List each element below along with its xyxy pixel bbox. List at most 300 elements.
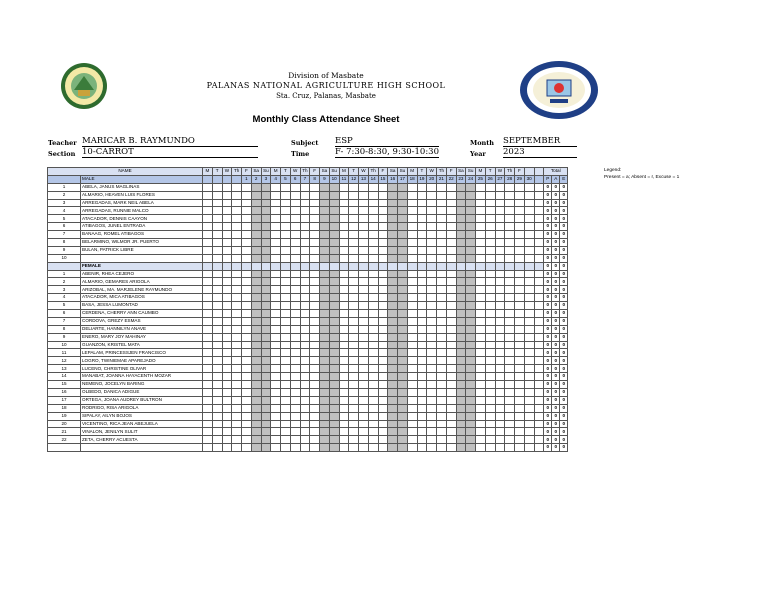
attendance-cell [310,444,320,452]
attendance-cell [261,270,271,278]
attendance-cell [505,396,515,404]
attendance-cell [261,207,271,215]
attendance-cell [398,412,408,420]
attendance-cell [329,262,339,270]
attendance-cell [281,349,291,357]
attendance-cell [290,254,300,262]
attendance-cell [378,199,388,207]
attendance-cell [339,444,349,452]
school-seal-logo [519,60,599,120]
attendance-cell [329,191,339,199]
total-count: 0 [552,388,560,396]
attendance-cell [203,412,213,420]
attendance-cell [398,357,408,365]
attendance-cell [300,207,310,215]
attendance-cell [485,191,495,199]
attendance-cell [271,207,281,215]
attendance-cell [320,420,330,428]
attendance-cell [339,420,349,428]
attendance-cell [271,373,281,381]
attendance-cell [398,215,408,223]
attendance-cell [212,365,222,373]
total-count: 0 [560,278,568,286]
total-count: 0 [560,270,568,278]
attendance-cell [446,294,456,302]
attendance-cell [417,191,427,199]
date-header: 3 [261,175,271,183]
total-count: 0 [552,381,560,389]
attendance-cell [359,436,369,444]
attendance-cell [251,412,261,420]
attendance-cell [212,381,222,389]
attendance-cell [222,183,232,191]
attendance-cell [407,317,417,325]
total-count: 0 [552,317,560,325]
attendance-cell [534,302,544,310]
total-count: 0 [552,341,560,349]
attendance-cell [300,333,310,341]
table-row [48,223,568,231]
attendance-cell [466,436,476,444]
attendance-cell [437,365,447,373]
attendance-cell [398,254,408,262]
attendance-cell [242,365,252,373]
attendance-cell [476,231,486,239]
attendance-cell [417,325,427,333]
total-count: 0 [544,381,552,389]
attendance-cell [300,349,310,357]
attendance-cell [290,239,300,247]
attendance-cell [359,183,369,191]
attendance-cell [378,412,388,420]
attendance-cell [232,246,242,254]
attendance-cell [281,239,291,247]
attendance-cell [437,333,447,341]
attendance-cell [281,420,291,428]
total-count: 0 [560,239,568,247]
attendance-cell [437,404,447,412]
attendance-cell [320,231,330,239]
attendance-cell [339,286,349,294]
row-number: 11 [48,349,81,357]
attendance-cell [222,310,232,318]
attendance-cell [281,262,291,270]
attendance-cell [505,223,515,231]
attendance-cell [310,325,320,333]
table-row [48,231,568,239]
attendance-cell [203,207,213,215]
attendance-cell [368,428,378,436]
attendance-cell [281,286,291,294]
date-header: 8 [310,175,320,183]
date-header: 12 [349,175,359,183]
attendance-cell [378,404,388,412]
attendance-cell [281,231,291,239]
attendance-cell [271,357,281,365]
attendance-cell [251,396,261,404]
day-header: Su [466,168,476,176]
attendance-cell [261,420,271,428]
attendance-cell [300,294,310,302]
attendance-cell [407,183,417,191]
total-count: 0 [544,223,552,231]
attendance-cell [222,325,232,333]
attendance-cell [203,231,213,239]
attendance-cell [378,270,388,278]
attendance-cell [437,278,447,286]
attendance-cell [378,239,388,247]
attendance-cell [378,246,388,254]
table-row [48,191,568,199]
date-header: 1 [242,175,252,183]
attendance-cell [232,325,242,333]
attendance-cell [261,231,271,239]
attendance-cell [329,404,339,412]
total-count: 0 [544,239,552,247]
attendance-cell [437,270,447,278]
attendance-cell [359,444,369,452]
attendance-cell [203,420,213,428]
attendance-cell [281,341,291,349]
attendance-cell [261,294,271,302]
day-header: M [271,168,281,176]
attendance-cell [242,199,252,207]
row-number: 8 [48,239,81,247]
attendance-cell [524,436,534,444]
attendance-cell [359,199,369,207]
attendance-cell [417,183,427,191]
date-header: 19 [417,175,427,183]
row-number: 9 [48,333,81,341]
attendance-cell [398,239,408,247]
table-row [48,365,568,373]
attendance-cell [398,310,408,318]
row-number: 19 [48,412,81,420]
attendance-cell [456,246,466,254]
attendance-cell [203,183,213,191]
total-count: 0 [560,286,568,294]
day-header: M [339,168,349,176]
attendance-cell [388,310,398,318]
attendance-cell [359,420,369,428]
total-count: 0 [560,404,568,412]
attendance-cell [437,428,447,436]
date-header: 26 [485,175,495,183]
attendance-cell [456,286,466,294]
row-number: 3 [48,286,81,294]
student-name: ORTEGA, JOANA AUDREY BULTRON [81,396,203,404]
attendance-cell [271,428,281,436]
attendance-cell [534,404,544,412]
attendance-cell [398,436,408,444]
total-count: 0 [552,325,560,333]
attendance-cell [456,349,466,357]
attendance-cell [349,215,359,223]
attendance-cell [378,310,388,318]
attendance-cell [212,349,222,357]
attendance-cell [232,199,242,207]
attendance-cell [466,396,476,404]
attendance-cell [271,223,281,231]
attendance-cell [476,199,486,207]
attendance-cell [339,349,349,357]
attendance-cell [427,349,437,357]
attendance-cell [476,317,486,325]
attendance-cell [515,444,525,452]
attendance-cell [505,349,515,357]
teacher-value: MARICAR B. RAYMUNDO [82,136,258,147]
total-count: 0 [560,428,568,436]
attendance-cell [368,357,378,365]
attendance-cell [485,341,495,349]
attendance-cell [281,207,291,215]
attendance-cell [398,373,408,381]
attendance-cell [203,286,213,294]
attendance-cell [349,428,359,436]
attendance-cell [320,349,330,357]
attendance-cell [271,286,281,294]
attendance-cell [300,223,310,231]
attendance-cell [378,223,388,231]
attendance-cell [368,286,378,294]
attendance-cell [261,412,271,420]
attendance-cell [368,317,378,325]
attendance-cell [378,357,388,365]
attendance-cell [505,365,515,373]
attendance-cell [290,231,300,239]
attendance-cell [320,183,330,191]
attendance-cell [339,325,349,333]
attendance-cell [329,207,339,215]
date-header: 15 [378,175,388,183]
attendance-cell [534,262,544,270]
student-name: ALMARIO, HEAVEN LUIS FLORES [81,191,203,199]
attendance-cell [329,381,339,389]
total-count: 0 [544,333,552,341]
attendance-cell [534,317,544,325]
attendance-cell [339,207,349,215]
attendance-cell [251,278,261,286]
attendance-cell [329,325,339,333]
attendance-cell [300,436,310,444]
attendance-cell [261,373,271,381]
attendance-cell [290,294,300,302]
attendance-cell [427,262,437,270]
attendance-cell [271,294,281,302]
attendance-cell [271,341,281,349]
attendance-cell [456,373,466,381]
attendance-cell [329,341,339,349]
attendance-cell [427,420,437,428]
attendance-cell [466,302,476,310]
attendance-cell [368,223,378,231]
attendance-cell [232,231,242,239]
attendance-cell [515,396,525,404]
attendance-cell [534,365,544,373]
attendance-cell [349,381,359,389]
attendance-cell [242,444,252,452]
attendance-cell [437,231,447,239]
attendance-cell [203,381,213,389]
attendance-cell [329,420,339,428]
attendance-cell [378,325,388,333]
attendance-cell [290,388,300,396]
attendance-cell [437,396,447,404]
attendance-cell [378,302,388,310]
attendance-cell [281,404,291,412]
attendance-cell [476,286,486,294]
attendance-cell [320,341,330,349]
attendance-cell [242,191,252,199]
attendance-cell [242,286,252,294]
attendance-cell [466,357,476,365]
attendance-cell [456,278,466,286]
attendance-cell [212,420,222,428]
attendance-cell [524,191,534,199]
attendance-cell [534,412,544,420]
attendance-cell [261,317,271,325]
attendance-cell [485,302,495,310]
total-count: 0 [544,270,552,278]
attendance-cell [271,325,281,333]
attendance-cell [300,365,310,373]
attendance-cell [495,357,505,365]
attendance-cell [534,246,544,254]
attendance-cell [378,388,388,396]
attendance-cell [446,396,456,404]
attendance-cell [515,388,525,396]
attendance-cell [485,388,495,396]
attendance-cell [300,420,310,428]
row-number: 4 [48,207,81,215]
attendance-cell [368,262,378,270]
attendance-cell [524,388,534,396]
attendance-cell [378,381,388,389]
attendance-cell [466,270,476,278]
attendance-cell [388,388,398,396]
attendance-cell [495,373,505,381]
student-name: BELARMINO, WILMOR JR. PUERTO [81,239,203,247]
attendance-cell [398,404,408,412]
total-count: 0 [544,262,552,270]
attendance-cell [466,310,476,318]
attendance-cell [446,317,456,325]
attendance-cell [407,420,417,428]
attendance-cell [310,223,320,231]
attendance-cell [339,223,349,231]
attendance-cell [417,349,427,357]
attendance-cell [476,412,486,420]
attendance-cell [329,183,339,191]
attendance-cell [300,231,310,239]
attendance-cell [407,428,417,436]
attendance-cell [476,207,486,215]
attendance-cell [300,412,310,420]
attendance-cell [242,325,252,333]
attendance-cell [515,325,525,333]
attendance-table [47,167,568,452]
attendance-cell [300,428,310,436]
attendance-cell [212,270,222,278]
table-row [48,199,568,207]
attendance-cell [485,436,495,444]
attendance-cell [456,254,466,262]
attendance-cell [232,381,242,389]
attendance-cell [407,444,417,452]
attendance-cell [339,412,349,420]
attendance-cell [339,262,349,270]
attendance-cell [339,278,349,286]
attendance-cell [456,357,466,365]
attendance-cell [476,349,486,357]
attendance-cell [232,404,242,412]
attendance-cell [456,207,466,215]
attendance-cell [534,396,544,404]
attendance-cell [232,215,242,223]
student-name: ABELA, JANUS MAGLINAS [81,183,203,191]
attendance-cell [222,357,232,365]
attendance-cell [281,199,291,207]
attendance-cell [476,278,486,286]
attendance-cell [349,262,359,270]
attendance-cell [310,215,320,223]
attendance-cell [388,333,398,341]
attendance-cell [427,254,437,262]
attendance-cell [505,254,515,262]
month-label: Month [470,139,494,147]
table-row [48,381,568,389]
attendance-cell [359,294,369,302]
attendance-cell [271,302,281,310]
attendance-cell [388,223,398,231]
attendance-cell [271,404,281,412]
attendance-cell [398,444,408,452]
attendance-cell [476,254,486,262]
attendance-cell [505,373,515,381]
student-name: BASA, JESSA LUMONTAD [81,302,203,310]
attendance-cell [534,183,544,191]
student-name: ENERO, MARY JOY MAHINAY [81,333,203,341]
attendance-cell [232,310,242,318]
attendance-cell [476,239,486,247]
attendance-cell [232,294,242,302]
attendance-cell [417,278,427,286]
attendance-cell [310,191,320,199]
date-header: 5 [281,175,291,183]
attendance-cell [427,404,437,412]
attendance-cell [359,310,369,318]
total-count: 0 [560,317,568,325]
attendance-cell [378,317,388,325]
attendance-cell [251,436,261,444]
date-header: 22 [446,175,456,183]
total-count: 0 [560,199,568,207]
attendance-cell [427,428,437,436]
day-header: F [310,168,320,176]
attendance-cell [476,325,486,333]
student-name: ATACADOR, MICA ATIBAGOS [81,294,203,302]
attendance-cell [485,215,495,223]
attendance-cell [417,388,427,396]
header-row-dates [48,175,568,183]
attendance-cell [427,333,437,341]
attendance-cell [339,183,349,191]
attendance-cell [534,207,544,215]
table-row [48,317,568,325]
attendance-cell [261,404,271,412]
attendance-cell [524,199,534,207]
attendance-cell [349,357,359,365]
